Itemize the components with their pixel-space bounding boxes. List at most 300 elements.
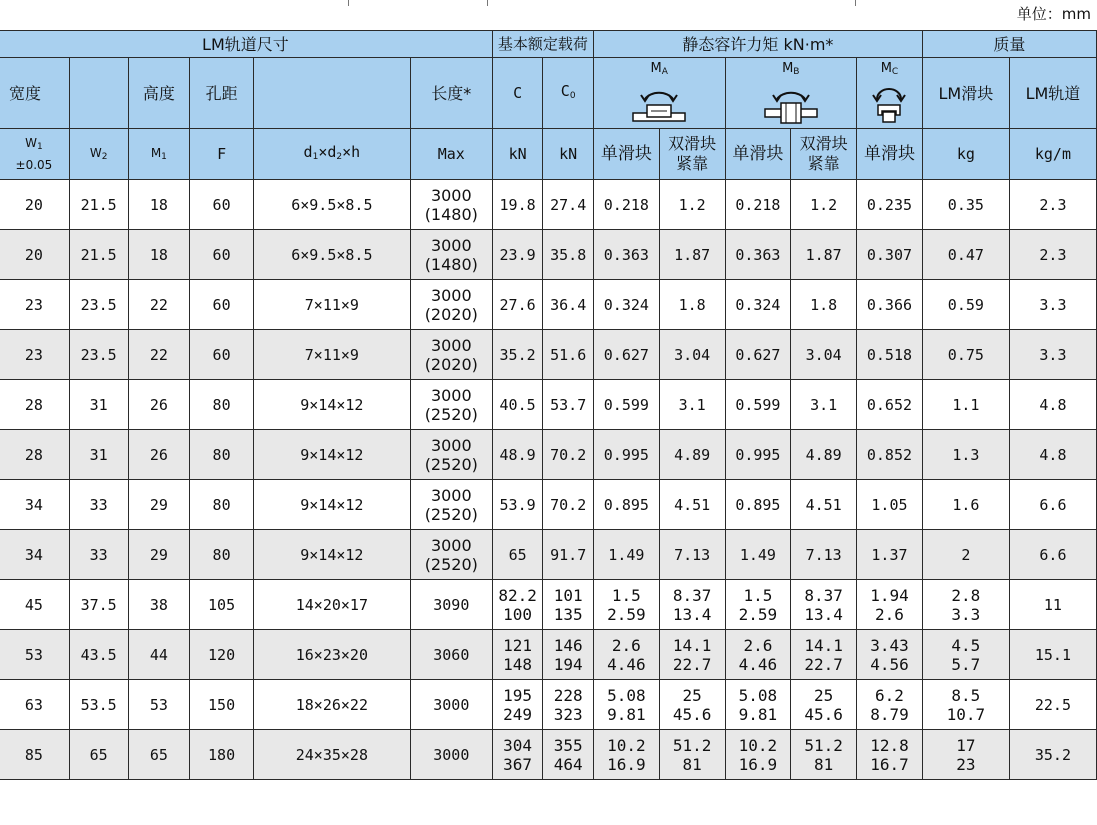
cell-text: 3060 — [433, 645, 470, 664]
cell-text: 35.2 — [499, 345, 536, 364]
cell-text: 29 — [149, 545, 168, 564]
cell-mc — [857, 280, 923, 330]
col-pitch: 孔距 — [190, 58, 254, 129]
cell-mblk — [922, 730, 1009, 780]
sym-kg: kg — [922, 129, 1009, 180]
cell-text: 3.1 — [678, 395, 706, 414]
sym-double-b: 双滑块 紧靠 — [791, 129, 857, 180]
cell-mb1 — [725, 180, 791, 230]
cell-text: 464 — [553, 754, 583, 774]
cell-ma1 — [593, 480, 659, 530]
cell-text: 2.59 — [738, 604, 778, 624]
cell-ma1 — [593, 180, 659, 230]
cell-mblk — [922, 280, 1009, 330]
cell-d — [253, 580, 410, 630]
sym-single-c: 单滑块 — [857, 129, 923, 180]
cell-len — [410, 330, 492, 380]
cell-ma1 — [593, 380, 659, 430]
cell-text: 37.5 — [80, 595, 117, 614]
moment-c-icon — [869, 81, 909, 125]
cell-text: 8.37 — [672, 585, 712, 605]
cell-mb1 — [725, 630, 791, 680]
cell-ma2 — [659, 530, 725, 580]
cell-text: 0.75 — [947, 345, 984, 364]
cell-mblk — [922, 380, 1009, 430]
cell-text: 15.1 — [1034, 645, 1071, 664]
cell-text: 48.9 — [499, 445, 536, 464]
cell-mrail — [1009, 230, 1096, 280]
cell-text: 6.6 — [1039, 495, 1067, 514]
cell-text: 60 — [212, 345, 231, 364]
cell-text: 21.5 — [80, 195, 117, 214]
cell-text: 2.6 — [743, 635, 773, 655]
cell-text: 4.46 — [607, 654, 646, 674]
header-row-symbols — [0, 129, 1097, 180]
top-tick — [348, 0, 349, 6]
cell-mc — [857, 230, 923, 280]
cell-mc — [857, 530, 923, 580]
cell-text: 51.2 — [672, 735, 712, 755]
cell-text: 34 — [24, 545, 43, 564]
cell-mb1 — [725, 730, 791, 780]
table-row — [0, 680, 1097, 730]
cell-text: 0.627 — [603, 345, 649, 364]
cell-w1 — [0, 180, 69, 230]
cell-m1 — [128, 330, 190, 380]
table-body — [0, 180, 1097, 780]
cell-text: 13.4 — [672, 604, 712, 624]
cell-text: 1.49 — [608, 545, 645, 564]
cell-text: 60 — [212, 195, 231, 214]
cell-mrail — [1009, 430, 1096, 480]
cell-text: 91.7 — [550, 545, 587, 564]
cell-len — [410, 480, 492, 530]
sym-kgm: kg/m — [1009, 129, 1096, 180]
cell-d — [253, 630, 410, 680]
cell-text: 63 — [24, 695, 43, 714]
cell-f — [190, 430, 254, 480]
cell-text: 3.3 — [1039, 295, 1067, 314]
cell-text: 70.2 — [550, 495, 587, 514]
cell-text: 6.2 — [875, 685, 904, 705]
cell-w1 — [0, 230, 69, 280]
cell-text: 31 — [89, 445, 108, 464]
table-row — [0, 180, 1097, 230]
cell-m1 — [128, 680, 190, 730]
cell-ma2 — [659, 630, 725, 680]
cell-w2 — [69, 580, 128, 630]
cell-text: 14.1 — [672, 635, 712, 655]
cell-mc — [857, 630, 923, 680]
col-c: C — [492, 58, 543, 129]
cell-text: (1480) — [424, 254, 478, 274]
cell-text: 53 — [24, 645, 43, 664]
cell-text: 1.1 — [952, 395, 980, 414]
cell-text: 4.46 — [738, 654, 778, 674]
cell-text: 2.6 — [875, 604, 904, 624]
cell-text: 45.6 — [804, 704, 843, 724]
cell-mc — [857, 480, 923, 530]
cell-len — [410, 430, 492, 480]
unit-label: 单位：mm — [1016, 5, 1091, 23]
cell-mb1 — [725, 580, 791, 630]
cell-m1 — [128, 180, 190, 230]
cell-mblk — [922, 230, 1009, 280]
cell-text: 1.05 — [871, 495, 908, 514]
cell-d — [253, 380, 410, 430]
cell-text: 19.8 — [499, 195, 536, 214]
cell-text: 44 — [149, 645, 168, 664]
cell-text: 1.8 — [810, 295, 838, 314]
cell-c0 — [543, 580, 594, 630]
cell-text: 43.5 — [80, 645, 117, 664]
cell-text: 23 — [956, 754, 976, 774]
cell-c — [492, 330, 543, 380]
cell-text: 16×23×20 — [295, 645, 368, 664]
moment-b-icon — [761, 81, 821, 125]
cell-m1 — [128, 730, 190, 780]
cell-text: 18 — [149, 245, 168, 264]
top-tick — [855, 0, 856, 6]
cell-text: 228 — [553, 685, 583, 705]
cell-text: 3.04 — [674, 345, 711, 364]
cell-text: 9×14×12 — [300, 395, 364, 414]
cell-f — [190, 330, 254, 380]
cell-w1 — [0, 330, 69, 380]
cell-text: 3000 — [433, 695, 470, 714]
cell-text: 3000 — [430, 235, 472, 255]
cell-m1 — [128, 630, 190, 680]
cell-f — [190, 280, 254, 330]
cell-text: 8.79 — [870, 704, 909, 724]
cell-f — [190, 580, 254, 630]
cell-ma1 — [593, 230, 659, 280]
cell-text: 23 — [24, 295, 43, 314]
cell-text: 1.2 — [678, 195, 706, 214]
cell-ma2 — [659, 730, 725, 780]
cell-text: 81 — [682, 754, 702, 774]
cell-w2 — [69, 280, 128, 330]
sym-kn-c: kN — [492, 129, 543, 180]
cell-mblk — [922, 330, 1009, 380]
cell-text: 1.5 — [743, 585, 773, 605]
cell-ma2 — [659, 380, 725, 430]
cell-text: 18 — [149, 195, 168, 214]
cell-m1 — [128, 430, 190, 480]
cell-f — [190, 530, 254, 580]
cell-text: 53.5 — [80, 695, 117, 714]
cell-mc — [857, 580, 923, 630]
cell-text: 51.2 — [804, 735, 843, 755]
cell-c — [492, 280, 543, 330]
cell-text: 7.13 — [805, 545, 842, 564]
cell-text: 45.6 — [672, 704, 712, 724]
cell-text: 3.43 — [870, 635, 909, 655]
cell-w2 — [69, 530, 128, 580]
cell-text: 0.363 — [735, 245, 781, 264]
cell-text: (1480) — [424, 204, 478, 224]
cell-text: 0.307 — [866, 245, 913, 264]
cell-text: 35.8 — [550, 245, 587, 264]
group-mass: 质量 — [922, 31, 1096, 58]
cell-w2 — [69, 480, 128, 530]
cell-c — [492, 680, 543, 730]
cell-text: 53 — [149, 695, 168, 714]
cell-text: 27.6 — [499, 295, 536, 314]
cell-text: 4.51 — [674, 495, 711, 514]
cell-text: 100 — [503, 604, 533, 624]
cell-text: 8.5 — [951, 685, 981, 705]
cell-text: 12.8 — [870, 735, 909, 755]
cell-text: (2520) — [424, 404, 478, 424]
cell-c0 — [543, 630, 594, 680]
cell-text: 80 — [212, 495, 231, 514]
group-basic-load: 基本额定载荷 — [492, 31, 593, 58]
cell-ma1 — [593, 680, 659, 730]
cell-text: 10.2 — [738, 735, 778, 755]
cell-text: 0.235 — [866, 195, 913, 214]
cell-d — [253, 230, 410, 280]
table-row — [0, 530, 1097, 580]
cell-c0 — [543, 380, 594, 430]
cell-text: 36.4 — [550, 295, 587, 314]
cell-text: (2520) — [424, 454, 478, 474]
cell-len — [410, 730, 492, 780]
cell-ma1 — [593, 580, 659, 630]
cell-text: 16.9 — [607, 754, 646, 774]
cell-c — [492, 430, 543, 480]
cell-text: 3090 — [433, 595, 470, 614]
cell-text: 2.8 — [951, 585, 981, 605]
cell-text: 1.5 — [611, 585, 641, 605]
cell-text: 120 — [208, 645, 236, 664]
cell-d — [253, 730, 410, 780]
cell-text: 13.4 — [804, 604, 843, 624]
cell-c — [492, 480, 543, 530]
cell-text: 8.37 — [804, 585, 843, 605]
cell-ma1 — [593, 280, 659, 330]
col-w2-blank — [69, 58, 128, 129]
cell-mb2 — [791, 380, 857, 430]
cell-text: 323 — [553, 704, 583, 724]
col-ma: $M_A$ — [593, 58, 725, 129]
cell-text: 0.518 — [866, 345, 913, 364]
cell-text: 17 — [956, 735, 976, 755]
sym-m1: $M_1$ — [128, 129, 190, 180]
cell-mc — [857, 180, 923, 230]
col-length: 长度* — [410, 58, 492, 129]
cell-mb2 — [791, 730, 857, 780]
cell-len — [410, 180, 492, 230]
cell-c — [492, 530, 543, 580]
col-mb: $M_B$ — [725, 58, 857, 129]
cell-text: 18×26×22 — [295, 695, 368, 714]
cell-w1 — [0, 430, 69, 480]
cell-c0 — [543, 330, 594, 380]
cell-text: 65 — [508, 545, 527, 564]
cell-text: 82.2 — [498, 585, 537, 605]
cell-text: 10.2 — [607, 735, 646, 755]
cell-text: 51.6 — [550, 345, 587, 364]
spec-table — [0, 30, 1097, 780]
cell-w1 — [0, 280, 69, 330]
cell-text: 28 — [24, 395, 43, 414]
cell-text: 22.7 — [804, 654, 843, 674]
cell-mb1 — [725, 430, 791, 480]
cell-text: 3000 — [430, 385, 472, 405]
cell-text: 4.5 — [951, 635, 981, 655]
cell-f — [190, 680, 254, 730]
cell-mblk — [922, 430, 1009, 480]
cell-text: 3000 — [430, 485, 472, 505]
cell-text: 23.9 — [499, 245, 536, 264]
cell-mrail — [1009, 530, 1096, 580]
cell-mb2 — [791, 630, 857, 680]
cell-mb1 — [725, 680, 791, 730]
cell-c0 — [543, 280, 594, 330]
cell-text: 0.324 — [735, 295, 781, 314]
cell-text: 1.87 — [674, 245, 711, 264]
cell-text: 0.47 — [947, 245, 984, 264]
cell-c0 — [543, 530, 594, 580]
cell-text: 26 — [149, 395, 168, 414]
cell-text: 150 — [208, 695, 236, 714]
sym-single-a: 单滑块 — [593, 129, 659, 180]
cell-text: 85 — [24, 745, 43, 764]
cell-text: 23.5 — [80, 295, 117, 314]
cell-text: 80 — [212, 395, 231, 414]
cell-text: 249 — [503, 704, 533, 724]
cell-text: 38 — [149, 595, 168, 614]
cell-text: 0.324 — [603, 295, 649, 314]
cell-text: 367 — [503, 754, 533, 774]
cell-f — [190, 480, 254, 530]
cell-text: 4.89 — [674, 445, 711, 464]
cell-w2 — [69, 630, 128, 680]
cell-mc — [857, 680, 923, 730]
cell-text: 23.5 — [80, 345, 117, 364]
col-d-blank — [253, 58, 410, 129]
cell-mrail — [1009, 180, 1096, 230]
cell-m1 — [128, 230, 190, 280]
cell-text: 4.89 — [805, 445, 842, 464]
cell-len — [410, 680, 492, 730]
cell-c0 — [543, 430, 594, 480]
cell-text: 14.1 — [804, 635, 843, 655]
cell-text: 2.59 — [607, 604, 646, 624]
cell-w1 — [0, 480, 69, 530]
cell-mblk — [922, 530, 1009, 580]
cell-text: 3.3 — [1039, 345, 1067, 364]
cell-text: 9×14×12 — [300, 495, 364, 514]
cell-text: 0.218 — [735, 195, 781, 214]
cell-m1 — [128, 580, 190, 630]
cell-text: 60 — [212, 245, 231, 264]
cell-text: 14×20×17 — [295, 595, 368, 614]
cell-text: 1.87 — [805, 245, 842, 264]
cell-c — [492, 180, 543, 230]
cell-w1 — [0, 630, 69, 680]
cell-text: 5.08 — [607, 685, 646, 705]
cell-text: 22.7 — [672, 654, 712, 674]
cell-text: 4.8 — [1039, 445, 1067, 464]
cell-mrail — [1009, 330, 1096, 380]
table-row — [0, 730, 1097, 780]
cell-w1 — [0, 680, 69, 730]
cell-text: 9×14×12 — [300, 445, 364, 464]
cell-w2 — [69, 330, 128, 380]
cell-ma2 — [659, 280, 725, 330]
cell-ma1 — [593, 430, 659, 480]
cell-text: 33 — [89, 495, 108, 514]
header-row-groups — [0, 31, 1097, 58]
cell-mb1 — [725, 230, 791, 280]
cell-text: 0.895 — [603, 495, 649, 514]
cell-m1 — [128, 280, 190, 330]
cell-m1 — [128, 480, 190, 530]
cell-text: 1.94 — [870, 585, 909, 605]
cell-mrail — [1009, 380, 1096, 430]
cell-text: 27.4 — [550, 195, 587, 214]
cell-text: 65 — [149, 745, 168, 764]
cell-text: 40.5 — [499, 395, 536, 414]
cell-text: 70.2 — [550, 445, 587, 464]
cell-text: 6×9.5×8.5 — [291, 245, 373, 264]
cell-m1 — [128, 530, 190, 580]
sym-w2: $W_2$ — [69, 129, 128, 180]
group-static-moment: 静态容许力矩 kN·m* — [593, 31, 922, 58]
cell-text: 22 — [149, 345, 168, 364]
cell-text: 195 — [503, 685, 533, 705]
cell-text: 5.7 — [951, 654, 981, 674]
cell-text: 3000 — [430, 535, 472, 555]
cell-text: 0.366 — [866, 295, 913, 314]
table-row — [0, 230, 1097, 280]
cell-ma1 — [593, 530, 659, 580]
cell-text: 0.363 — [603, 245, 649, 264]
cell-text: 5.08 — [738, 685, 778, 705]
cell-text: (2520) — [424, 504, 478, 524]
cell-text: 80 — [212, 545, 231, 564]
cell-ma2 — [659, 680, 725, 730]
cell-mb1 — [725, 380, 791, 430]
cell-text: 16.7 — [870, 754, 909, 774]
cell-d — [253, 430, 410, 480]
cell-w1 — [0, 380, 69, 430]
moment-a-icon — [629, 81, 689, 125]
cell-mb1 — [725, 480, 791, 530]
cell-mb2 — [791, 480, 857, 530]
cell-text: 34 — [24, 495, 43, 514]
cell-mb2 — [791, 680, 857, 730]
col-c0: $C_0$ — [543, 58, 594, 129]
cell-c0 — [543, 230, 594, 280]
cell-d — [253, 480, 410, 530]
cell-text: 180 — [208, 745, 236, 764]
cell-mblk — [922, 580, 1009, 630]
cell-mblk — [922, 480, 1009, 530]
cell-w2 — [69, 180, 128, 230]
cell-text: 2.6 — [611, 635, 641, 655]
sym-w1: $W_1$ ±0.05 — [0, 129, 69, 180]
cell-text: 4.8 — [1039, 395, 1067, 414]
cell-w1 — [0, 530, 69, 580]
cell-mb2 — [791, 230, 857, 280]
cell-text: (2020) — [424, 304, 478, 324]
cell-text: 1.2 — [810, 195, 838, 214]
col-mc: $M_C$ — [857, 58, 923, 129]
cell-text: 0.35 — [947, 195, 984, 214]
